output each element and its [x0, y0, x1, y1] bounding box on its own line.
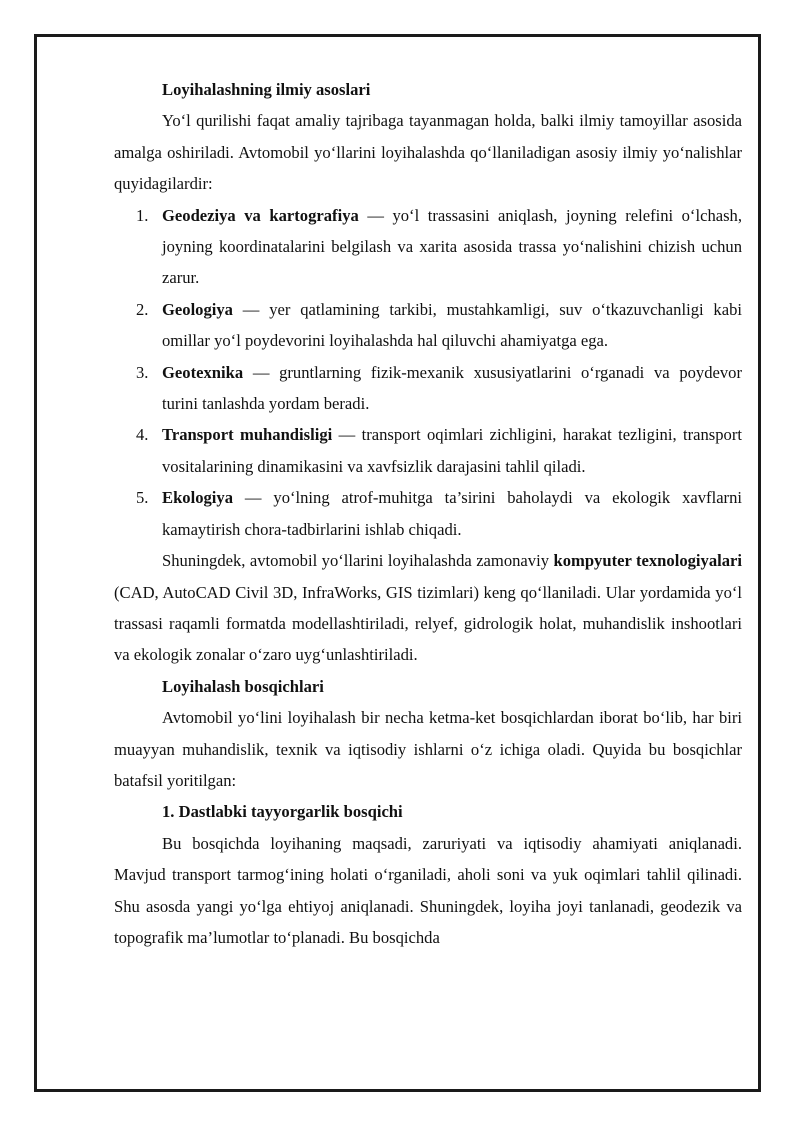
- list-item: [114, 357, 742, 420]
- scientific-directions-list: [114, 200, 742, 545]
- list-item-number: 4.: [136, 425, 149, 445]
- list-item-text: — transport oqimlari zichligini, harakat tezligini, transport vositalarining dinamikasini va xavfsizlik darajasini tahlil qiladi.: [162, 425, 742, 476]
- list-item-term: Geodeziya va kartografiya: [162, 205, 359, 225]
- list-item-number: 2.: [136, 299, 149, 319]
- list-item: [114, 294, 742, 357]
- section-heading-design-stages: Loyihalash bosqichlari: [162, 676, 324, 696]
- list-item-text: — gruntlarning fizik-mexanik xususiyatlarini o‘rganadi va poydevor turini tanlashda yordam beradi.: [162, 362, 742, 414]
- list-item-text: — yo‘lning atrof-muhitga ta’sirini baholaydi va ekologik xavflarni kamaytirish chora-tadbirlarini ishlab chiqadi.: [162, 488, 742, 539]
- list-item-term: Geologiya: [162, 299, 233, 319]
- list-item: [114, 482, 742, 545]
- list-item: [114, 419, 742, 482]
- list-item-term: Transport muhandisligi: [162, 425, 333, 445]
- list-item: [114, 200, 742, 294]
- technology-paragraph-bold: kompyuter texnologiyalari: [553, 551, 742, 571]
- stages-intro-paragraph: Avtomobil yo‘lini loyihalash bir necha ketma-ket bosqichlardan iborat bo‘lib, har biri muayyan muhandislik, texnik va iqtisodiy ishlarni o‘z ichiga oladi. Quyida bu bosqichlar batafsil yoritilgan:: [114, 708, 742, 790]
- technology-paragraph-start: Shuningdek, avtomobil yo‘llarini loyihalashda zamonaviy: [162, 551, 554, 571]
- subsection-heading-preparation: 1. Dastlabki tayyorgarlik bosqichi: [162, 802, 403, 822]
- list-item-text: — yo‘l trassasini aniqlash, joyning relefini o‘lchash, joyning koordinatalarini belgilash va xarita asosida trassa yo‘nalishini chizish uchun zarur.: [162, 205, 743, 288]
- list-item-number: 1.: [136, 205, 149, 225]
- list-item-term: Ekologiya: [162, 488, 234, 508]
- intro-paragraph: Yo‘l qurilishi faqat amaliy tajribaga tayanmagan holda, balki ilmiy tamoyillar asosida amalga oshiriladi. Avtomobil yo‘llarini loyihalashda qo‘llaniladigan asosiy ilmiy yo‘nalishlar quyidagilardir:: [114, 111, 742, 194]
- list-item-term: Geotexnika: [162, 362, 244, 382]
- list-item-number: 5.: [136, 488, 149, 508]
- technology-paragraph: [114, 545, 742, 671]
- section-heading-scientific-basis: Loyihalashning ilmiy asoslari: [162, 80, 371, 99]
- preparation-paragraph: Bu bosqichda loyihaning maqsadi, zaruriyati va iqtisodiy ahamiyati aniqlanadi. Mavjud transport tarmog‘ining holati o‘rganiladi, aholi soni va yuk oqimlari tahlil qilinadi. Shu asosda yangi yo‘lga ehtiyoj aniqlanadi. Shuningdek, loyiha joyi tanlanadi, geodezik va topografik ma’lumotlar to‘planadi. Bu bosqichda: [114, 833, 742, 947]
- list-item-text: — yer qatlamining tarkibi, mustahkamligi, suv o‘tkazuvchanligi kabi omillar yo‘l poydevorini loyihalashda hal qiluvchi ahamiyatga ega.: [162, 299, 742, 351]
- list-item-number: 3.: [136, 362, 149, 382]
- technology-paragraph-end: (CAD, AutoCAD Civil 3D, InfraWorks, GIS tizimlari) keng qo‘llaniladi. Ular yordamida yo‘l trassasi raqamli formatda modellashtiriladi, relyef, gidrologik holat, muhandislik inshootlari va ekologik zonalar o‘zaro uyg‘unlashtiriladi.: [114, 582, 742, 665]
- document-body: [114, 74, 742, 953]
